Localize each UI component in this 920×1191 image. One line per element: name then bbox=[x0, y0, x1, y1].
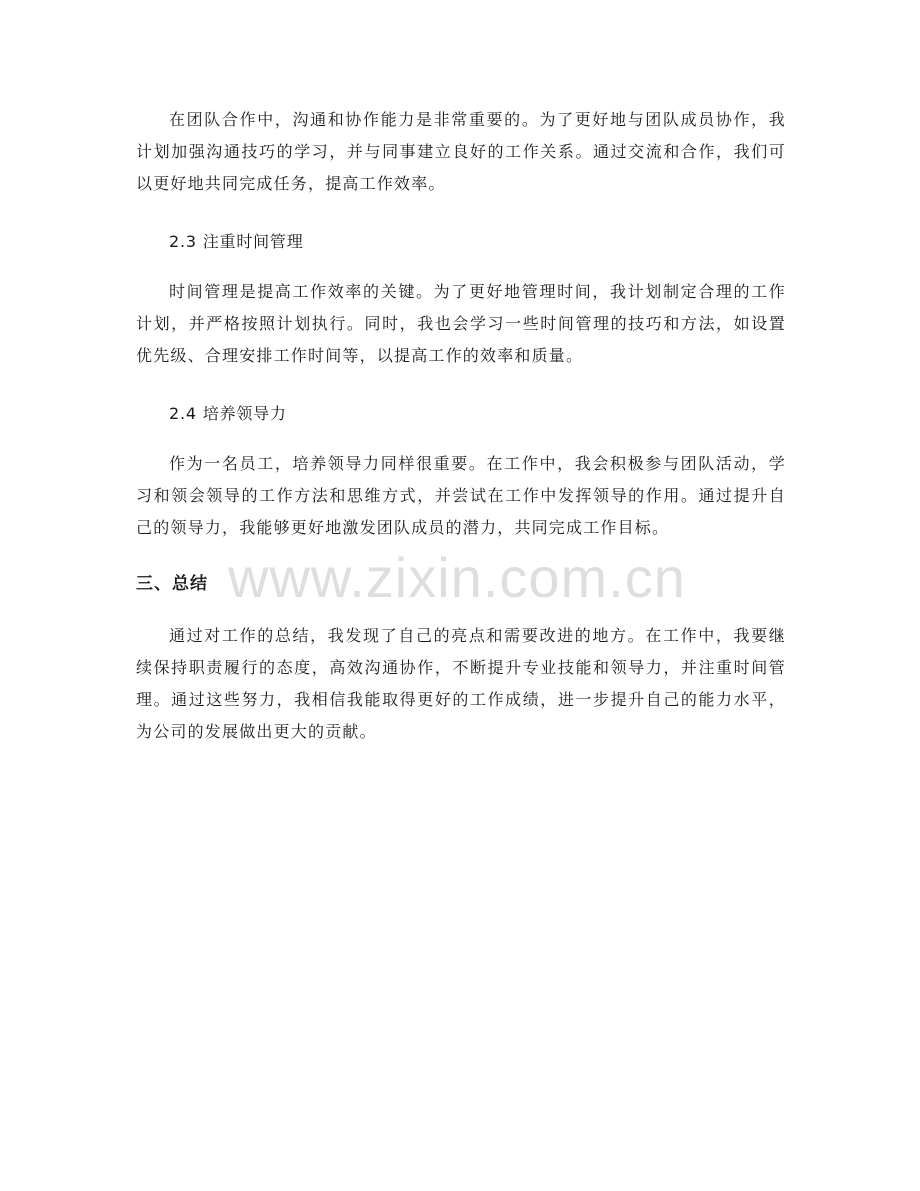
section-heading-summary: 三、总结 bbox=[136, 574, 208, 594]
watermark: www.zixin.com.cn bbox=[228, 546, 686, 609]
subheading-time-management: 2.3 注重时间管理 bbox=[169, 232, 304, 251]
paragraph-leadership: 作为一名员工，培养领导力同样很重要。在工作中，我会积极参与团队活动，学习和领会领导的工作方法和思维方式，并尝试在工作中发挥领导的作用。通过提升自己的领导力，我能够更好地激发团队成员的潜力，共同完成工作目标。 bbox=[136, 454, 786, 537]
paragraph-summary: 通过对工作的总结，我发现了自己的亮点和需要改进的地方。在工作中，我要继续保持职责履行的态度，高效沟通协作，不断提升专业技能和领导力，并注重时间管理。通过这些努力，我相信我能取得更好的工作成绩，进一步提升自己的能力水平，为公司的发展做出更大的贡献。 bbox=[136, 626, 786, 741]
paragraph-time-management: 时间管理是提高工作效率的关键。为了更好地管理时间，我计划制定合理的工作计划，并严格按照计划执行。同时，我也会学习一些时间管理的技巧和方法，如设置优先级、合理安排工作时间等，以提高工作的效率和质量。 bbox=[136, 282, 786, 365]
subheading-leadership: 2.4 培养领导力 bbox=[169, 404, 287, 423]
paragraph-teamwork: 在团队合作中，沟通和协作能力是非常重要的。为了更好地与团队成员协作，我计划加强沟通技巧的学习，并与同事建立良好的工作关系。通过交流和合作，我们可以更好地共同完成任务，提高工作效率。 bbox=[136, 110, 786, 193]
